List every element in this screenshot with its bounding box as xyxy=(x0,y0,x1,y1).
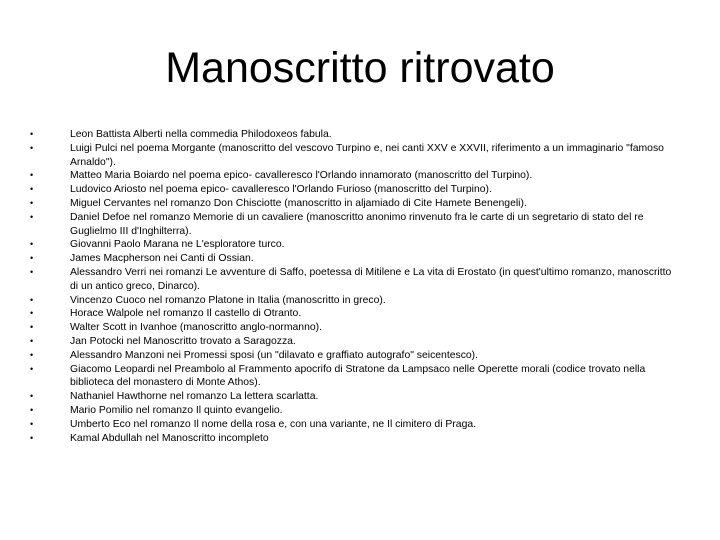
list-item xyxy=(30,197,680,211)
list-item-text: Luigi Pulci nel poema Morgante (manoscritto del vescovo Turpino e, nei canti XXV e XXVII, riferimento a un immaginario "famoso Arnaldo"). xyxy=(70,142,664,168)
list-item xyxy=(30,294,680,308)
list-item-text: Kamal Abdullah nel Manoscritto incompleto xyxy=(70,432,269,444)
list-item xyxy=(30,142,680,170)
list-item xyxy=(30,128,680,142)
list-item xyxy=(30,307,680,321)
list-item xyxy=(30,432,680,446)
bullet-icon: • xyxy=(30,391,34,402)
list-item-text: Ludovico Ariosto nel poema epico- cavalleresco l'Orlando Furioso (manoscritto del Turpino). xyxy=(70,184,492,196)
bullet-icon: • xyxy=(30,363,34,374)
bullet-icon: • xyxy=(30,239,34,250)
list-item-text: Miguel Cervantes nel romanzo Don Chisciotte (manoscritto in aljamiado di Cite Hamete Benengeli). xyxy=(70,197,527,209)
list-item xyxy=(30,363,680,391)
list-item-text: Matteo Maria Boiardo nel poema epico- cavalleresco l'Orlando innamorato (manoscritto del Turpino). xyxy=(70,170,533,182)
bullet-icon: • xyxy=(30,404,34,415)
list-item xyxy=(30,335,680,349)
list-item-text: Giovanni Paolo Marana ne L'esploratore turco. xyxy=(70,239,285,251)
list-item xyxy=(30,404,680,418)
bullet-icon: • xyxy=(30,211,34,222)
list-item-text: Horace Walpole nel romanzo Il castello di Otranto. xyxy=(70,308,302,320)
list-item xyxy=(30,169,680,183)
bullet-icon: • xyxy=(30,129,34,139)
bullet-icon: • xyxy=(30,322,34,333)
bullet-icon: • xyxy=(30,184,34,195)
bullet-icon: • xyxy=(30,349,34,360)
bullet-icon: • xyxy=(30,308,34,319)
list-item xyxy=(30,349,680,363)
list-item-text: Umberto Eco nel romanzo Il nome della rosa e, con una variante, ne Il cimitero di Praga. xyxy=(70,418,477,430)
slide-title: Manoscritto ritrovato xyxy=(165,44,555,92)
bullet-list xyxy=(30,128,680,445)
list-item-text: Jan Potocki nel Manoscritto trovato a Saragozza. xyxy=(70,335,296,347)
bullet-icon: • xyxy=(30,266,34,277)
list-item xyxy=(30,252,680,266)
list-item xyxy=(30,183,680,197)
bullet-icon: • xyxy=(30,142,34,153)
bullet-icon: • xyxy=(30,197,34,208)
list-item-text: Daniel Defoe nel romanzo Memorie di un cavaliere (manoscritto anonimo rinvenuto fra le carte di un segretario di stato del re Guglielmo III d'Inghilterra). xyxy=(70,211,644,237)
list-item xyxy=(30,266,680,294)
list-item xyxy=(30,390,680,404)
list-item xyxy=(30,321,680,335)
list-item-text: Alessandro Verri nei romanzi Le avventure di Saffo, poetessa di Mitilene e La vita di Erostato (in quest'ultimo romanzo, manoscritto di un antico greco, Dinarco). xyxy=(70,266,672,292)
list-item-text: Leon Battista Alberti nella commedia Philodoxeos fabula. xyxy=(70,129,332,140)
list-item-text: Vincenzo Cuoco nel romanzo Platone in Italia (manoscritto in greco). xyxy=(70,294,386,306)
bullet-icon: • xyxy=(30,432,34,443)
list-item-text: Walter Scott in Ivanhoe (manoscritto anglo-normanno). xyxy=(70,322,322,334)
bullet-icon: • xyxy=(30,170,34,181)
list-item xyxy=(30,418,680,432)
list-item xyxy=(30,211,680,239)
list-item-text: Alessandro Manzoni nei Promessi sposi (un "dilavato e graffiato autografo" seicentesco). xyxy=(70,349,479,361)
bullet-icon: • xyxy=(30,294,34,305)
bullet-icon: • xyxy=(30,335,34,346)
list-item-text: Giacomo Leopardi nel Preambolo al Frammento apocrifo di Stratone da Lampsaco nelle Operette morali (codice trovato nella biblioteca del monastero di Monte Athos). xyxy=(70,363,646,389)
bullet-icon: • xyxy=(30,418,34,429)
list-item-text: Nathaniel Hawthorne nel romanzo La lettera scarlatta. xyxy=(70,391,319,403)
bullet-icon: • xyxy=(30,253,34,264)
list-item-text: Mario Pomilio nel romanzo Il quinto evangelio. xyxy=(70,404,283,416)
list-item xyxy=(30,238,680,252)
list-item-text: James Macpherson nei Canti di Ossian. xyxy=(70,253,254,265)
